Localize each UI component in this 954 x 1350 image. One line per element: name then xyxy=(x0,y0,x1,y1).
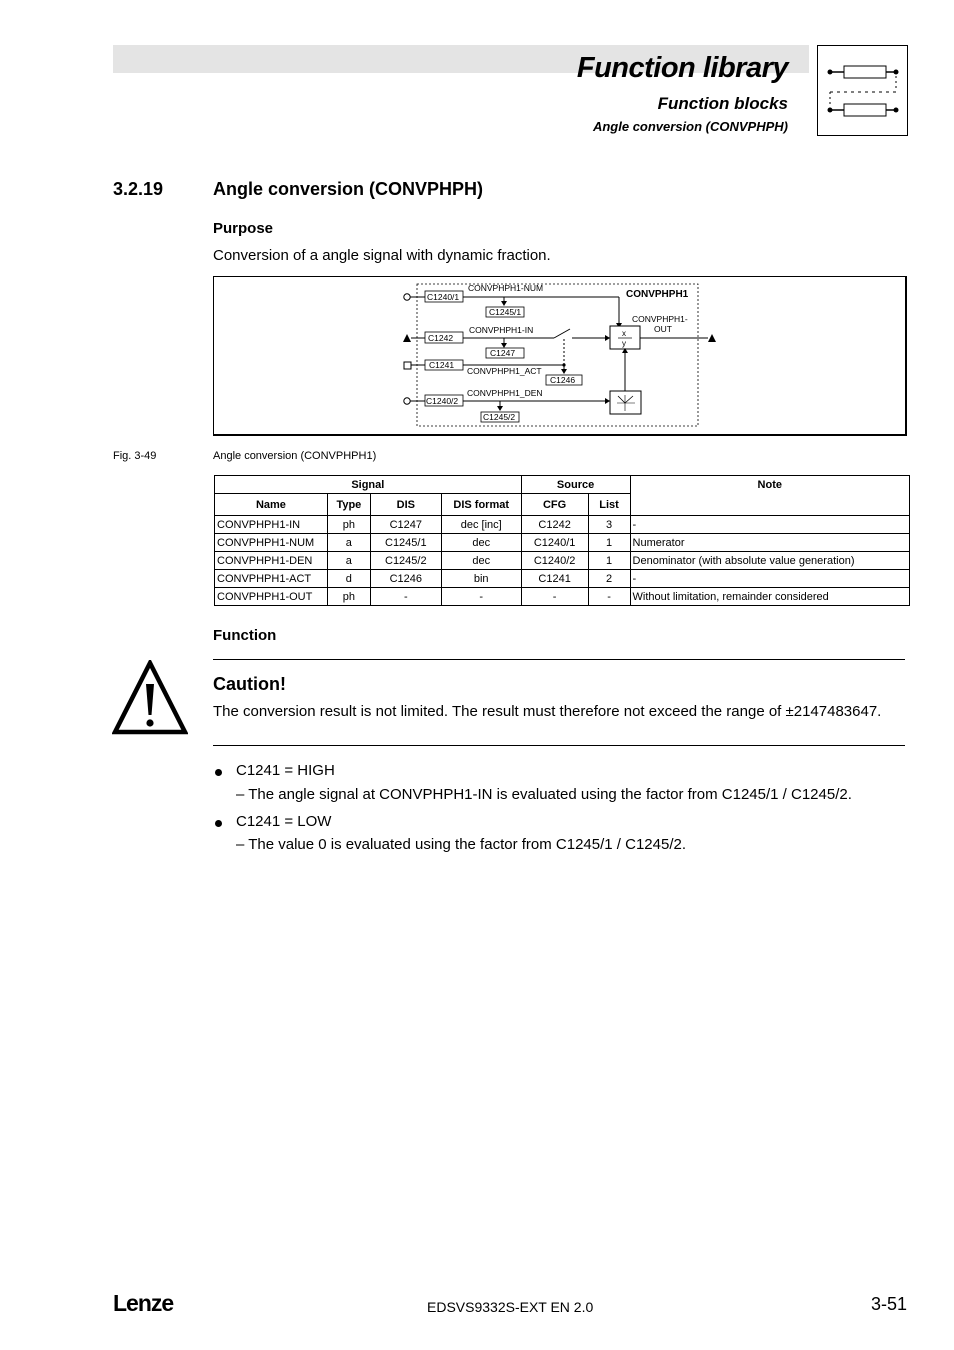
divider-y: y xyxy=(622,339,626,348)
page-header-subtitle: Function blocks xyxy=(657,94,788,113)
cell-dis: C1247 xyxy=(370,516,441,534)
cell-dis-format: bin xyxy=(441,570,521,588)
bullet-high-detail: – The angle signal at CONVPHPH1-IN is evaluated using the factor from C1245/1 / C1245/2. xyxy=(236,786,852,803)
table-row xyxy=(215,570,910,588)
code-c1247: C1247 xyxy=(490,348,516,358)
bullet-low-title: C1241 = LOW xyxy=(236,813,332,830)
cell-type: d xyxy=(327,570,370,588)
code-c1245-1: C1245/1 xyxy=(489,307,522,317)
table-row xyxy=(215,534,910,552)
cell-dis: - xyxy=(370,588,441,606)
output-terminal xyxy=(708,334,716,342)
function-library-icon xyxy=(817,45,908,136)
label-den: CONVPHPH1_DEN xyxy=(467,388,543,398)
cell-dis: C1245/1 xyxy=(370,534,441,552)
cell-dis: C1245/2 xyxy=(370,552,441,570)
bullet-high-title: C1241 = HIGH xyxy=(236,762,335,779)
header-cfg: CFG xyxy=(521,494,588,516)
block-name: CONVPHPH1 xyxy=(626,289,689,300)
table-row xyxy=(215,588,910,606)
header-signal: Signal xyxy=(215,476,522,494)
warning-icon xyxy=(112,660,188,741)
cell-list: 2 xyxy=(588,570,630,588)
table-row xyxy=(215,516,910,534)
cell-type: ph xyxy=(327,588,370,606)
input-act-terminal xyxy=(404,362,411,369)
table-row xyxy=(215,552,910,570)
cell-list: 1 xyxy=(588,534,630,552)
label-num: CONVPHPH1-NUM xyxy=(468,283,544,293)
purpose-heading: Purpose xyxy=(213,220,274,237)
caution-rule-bottom xyxy=(213,745,905,746)
code-c1240-2: C1240/2 xyxy=(426,396,459,406)
section-number: 3.2.19 xyxy=(113,179,164,199)
code-c1242: C1242 xyxy=(428,333,454,343)
cell-list: 3 xyxy=(588,516,630,534)
lenze-logo: Lenze xyxy=(113,1290,174,1316)
cell-cfg: C1240/2 xyxy=(521,552,588,570)
input-den-terminal xyxy=(404,398,410,404)
page-header-section: Angle conversion (CONVPHPH) xyxy=(592,119,788,134)
divider-x: x xyxy=(622,329,626,338)
label-out-1: CONVPHPH1- xyxy=(632,314,688,324)
function-heading: Function xyxy=(213,627,277,644)
header-dis-format: DIS format xyxy=(441,494,521,516)
cell-type: a xyxy=(327,552,370,570)
label-in: CONVPHPH1-IN xyxy=(469,325,534,335)
cell-dis-format: dec [inc] xyxy=(441,516,521,534)
cell-note: Without limitation, remainder considered xyxy=(630,588,909,606)
caution-heading: Caution! xyxy=(213,674,286,694)
header-dis: DIS xyxy=(370,494,441,516)
bullet-icon xyxy=(215,769,222,776)
section-title: Angle conversion (CONVPHPH) xyxy=(213,179,484,199)
caution-rule-top xyxy=(213,659,905,660)
cell-cfg: - xyxy=(521,588,588,606)
cell-cfg: C1242 xyxy=(521,516,588,534)
document-id: EDSVS9332S-EXT EN 2.0 xyxy=(427,1299,594,1315)
header-note: Note xyxy=(630,476,909,516)
cell-dis-format: dec xyxy=(441,534,521,552)
cell-cfg: C1240/1 xyxy=(521,534,588,552)
page-number: 3-51 xyxy=(870,1294,907,1314)
bullet-low-detail: – The value 0 is evaluated using the factor from C1245/1 / C1245/2. xyxy=(236,836,686,853)
cell-list: - xyxy=(588,588,630,606)
cell-type: ph xyxy=(327,516,370,534)
purpose-text: Conversion of a angle signal with dynamic fraction. xyxy=(213,247,551,264)
caution-text: The conversion result is not limited. The result must therefore not exceed the range of ±2147483647. xyxy=(213,703,882,720)
cell-note: - xyxy=(630,570,909,588)
code-c1241: C1241 xyxy=(429,360,455,370)
header-list: List xyxy=(588,494,630,516)
cell-name: CONVPHPH1-IN xyxy=(215,516,328,534)
header-name: Name xyxy=(215,494,328,516)
cell-list: 1 xyxy=(588,552,630,570)
cell-cfg: C1241 xyxy=(521,570,588,588)
cell-name: CONVPHPH1-NUM xyxy=(215,534,328,552)
cell-dis: C1246 xyxy=(370,570,441,588)
signal-table xyxy=(214,475,910,606)
cell-note: Denominator (with absolute value generation) xyxy=(630,552,909,570)
cell-note: Numerator xyxy=(630,534,909,552)
header-source: Source xyxy=(521,476,630,494)
label-act: CONVPHPH1_ACT xyxy=(467,366,542,376)
block-diagram xyxy=(213,276,907,436)
cell-dis-format: dec xyxy=(441,552,521,570)
cell-type: a xyxy=(327,534,370,552)
cell-name: CONVPHPH1-OUT xyxy=(215,588,328,606)
figure-number: Fig. 3-49 xyxy=(113,450,157,462)
cell-note: - xyxy=(630,516,909,534)
input-in-terminal xyxy=(403,334,411,342)
page-header-title: Function library xyxy=(576,52,788,84)
cell-dis-format: - xyxy=(441,588,521,606)
code-c1246: C1246 xyxy=(550,375,576,385)
cell-name: CONVPHPH1-DEN xyxy=(215,552,328,570)
bullet-icon xyxy=(215,820,222,827)
code-c1245-2: C1245/2 xyxy=(483,412,516,422)
header-type: Type xyxy=(327,494,370,516)
label-out-2: OUT xyxy=(654,324,672,334)
figure-caption: Angle conversion (CONVPHPH1) xyxy=(213,450,377,462)
input-num-terminal xyxy=(404,294,410,300)
code-c1240-1: C1240/1 xyxy=(427,292,460,302)
cell-name: CONVPHPH1-ACT xyxy=(215,570,328,588)
